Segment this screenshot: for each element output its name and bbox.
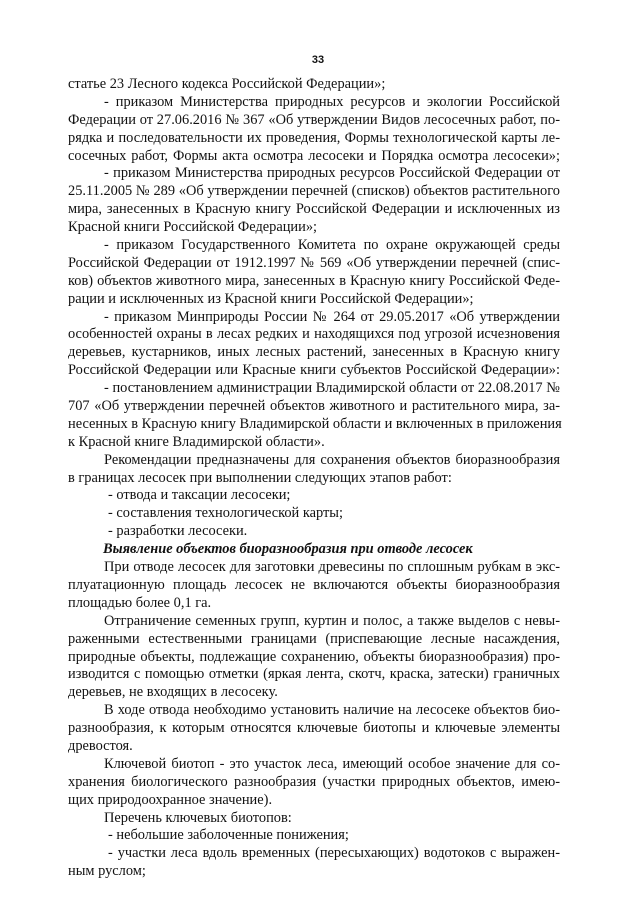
text-line: Российской Федерации или Красные книги субъектов Российской Федерации»: bbox=[68, 362, 560, 379]
document-body bbox=[68, 76, 560, 881]
text-line: деревьев, не входящих в лесосеку. bbox=[68, 684, 278, 701]
text-line: изводится с помощью отметки (яркая лента, скотч, краска, затески) граничных bbox=[68, 666, 560, 683]
text-line: сосечных работ, Формы акта осмотра лесосеки и Порядка осмотра лесосеки»; bbox=[68, 147, 560, 164]
text-line: - приказом Министерства природных ресурсов Российской Федерации от bbox=[104, 165, 560, 182]
text-line: 707 «Об утверждении перечней объектов животного и растительного мира, за- bbox=[68, 398, 560, 415]
text-line: разнообразия, к которым относятся ключевые биотопы и ключевые элементы bbox=[68, 720, 560, 737]
text-line: - составления технологической карты; bbox=[108, 505, 343, 522]
text-line: деревьев, кустарников, иных лесных растений, занесенных в Красную книгу bbox=[68, 344, 560, 361]
text-line: древостоя. bbox=[68, 737, 133, 754]
text-line: 25.11.2005 № 289 «Об утверждении перечней (списков) объектов растительного bbox=[68, 183, 560, 200]
text-line: рации и исключенных из Красной книги Российской Федерации»; bbox=[68, 290, 474, 307]
text-line: Перечень ключевых биотопов: bbox=[104, 809, 292, 826]
text-line: Рекомендации предназначены для сохранения объектов биоразнообразия bbox=[104, 451, 560, 468]
text-line: статье 23 Лесного кодекса Российской Федерации»; bbox=[68, 76, 386, 92]
text-line: рядка и последовательности их проведения, Формы технологической карты ле- bbox=[68, 129, 560, 146]
page-number: 33 bbox=[311, 54, 325, 66]
text-line: - участки леса вдоль временных (пересыхающих) водотоков с выражен- bbox=[108, 845, 560, 862]
text-line: - небольшие заболоченные понижения; bbox=[108, 827, 349, 844]
text-line: несенных в Красную книгу Владимирской области и включенных в приложения bbox=[68, 415, 562, 432]
text-line: - постановлением администрации Владимирской области от 22.08.2017 № bbox=[104, 380, 560, 397]
text-line: особенностей охраны в лесах редких и находящихся под угрозой исчезновения bbox=[68, 326, 560, 343]
text-line: Российской Федерации от 1912.1997 № 569 «Об утверждении перечней (спис- bbox=[68, 254, 560, 271]
text-line: - разработки лесосеки. bbox=[108, 523, 248, 540]
text-line: ков) объектов животного мира, занесенных в Красную книгу Российской Феде- bbox=[68, 272, 560, 289]
text-line: раженными естественными границами (приспевающие лесные насаждения, bbox=[68, 630, 560, 647]
text-line: природные объекты, подлежащие сохранению, объекты биоразнообразия) про- bbox=[68, 648, 560, 665]
text-line: щих природоохранное значение). bbox=[68, 791, 273, 808]
text-line: - приказом Министерства природных ресурсов и экологии Российской bbox=[104, 93, 560, 110]
text-line: Отграничение семенных групп, куртин и полос, а также выделов с невы- bbox=[104, 612, 560, 629]
text-line: При отводе лесосек для заготовки древесины по сплошным рубкам в экс- bbox=[104, 559, 560, 576]
text-line: Красной книги Российской Федерации»; bbox=[68, 219, 318, 236]
text-line: Федерации от 27.06.2016 № 367 «Об утверждении Видов лесосечных работ, по- bbox=[68, 111, 560, 128]
text-line: - приказом Минприроды России № 264 от 29.05.2017 «Об утверждении bbox=[104, 308, 560, 325]
text-line: площадью более 0,1 га. bbox=[68, 594, 212, 611]
text-line: к Красной книге Владимирской области». bbox=[68, 433, 325, 450]
text-line: мира, занесенных в Красную книгу Российской Федерации и исключенных из bbox=[68, 201, 560, 218]
text-line: Ключевой биотоп - это участок леса, имеющий особое значение для со- bbox=[104, 755, 560, 772]
text-line: плуатационную площадь лесосек не включаются объекты биоразнообразия bbox=[68, 576, 560, 593]
text-line: - отвода и таксации лесосеки; bbox=[108, 487, 291, 504]
text-line: в границах лесосек при выполнении следующих этапов работ: bbox=[68, 469, 452, 486]
text-line: ным руслом; bbox=[68, 863, 146, 880]
text-line: - приказом Государственного Комитета по охране окружающей среды bbox=[104, 237, 560, 254]
text-line: хранения биологического разнообразия (участки природных объектов, имею- bbox=[68, 773, 560, 790]
text-line: В ходе отвода необходимо установить наличие на лесосеке объектов био- bbox=[104, 702, 560, 719]
section-heading: Выявление объектов биоразнообразия при отводе лесосек bbox=[103, 541, 473, 558]
